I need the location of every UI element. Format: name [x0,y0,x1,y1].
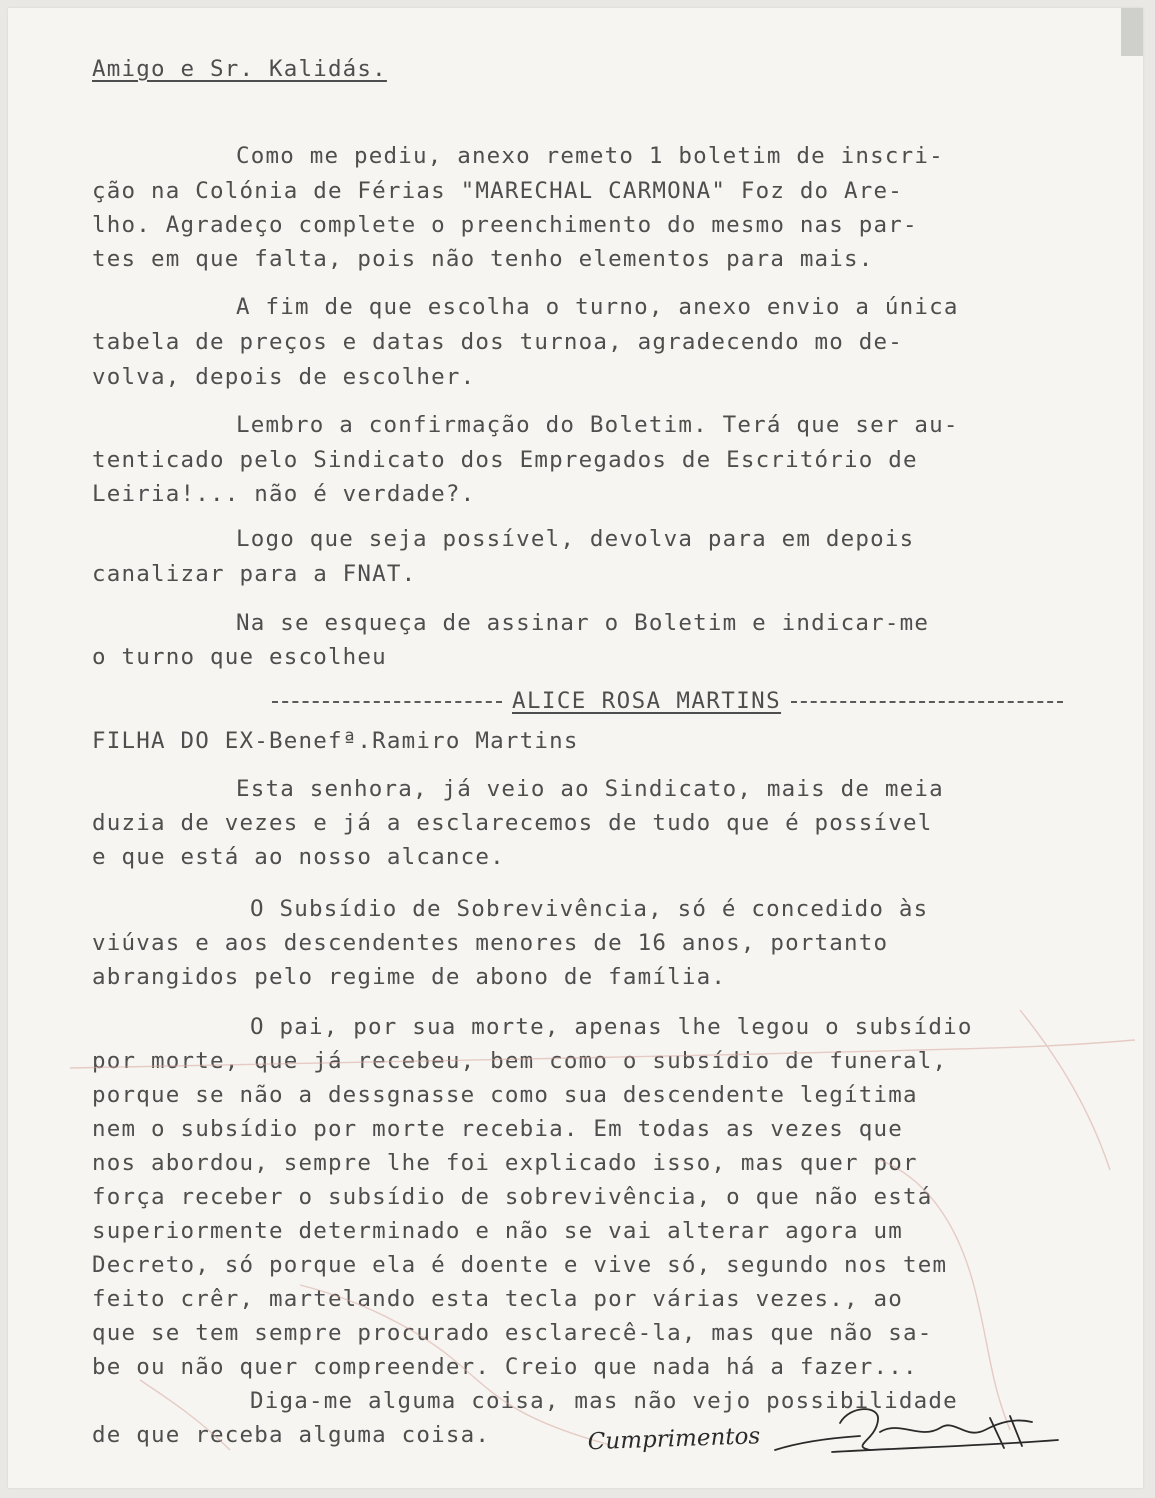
section-paragraph-3-line-11: be ou não quer compreender. Creio que nada há a fazer... [92,1354,918,1380]
salutation: Amigo e Sr. Kalidás. [92,56,387,82]
section-heading-row [272,690,1132,716]
section-paragraph-2-line-1: O Subsídio de Sobrevivência, só é concedido às [250,896,929,922]
paragraph-2-line-1: A fim de que escolha o turno, anexo envio a única [236,294,959,320]
section-paragraph-3-line-10: que se tem sempre procurado esclarecê-la, mas que não sa- [92,1320,933,1346]
paragraph-1-line-4: tes em que falta, pois não tenho elementos para mais. [92,246,874,272]
section-paragraph-2-line-3: abrangidos pelo regime de abono de família. [92,964,727,990]
section-heading: ALICE ROSA MARTINS [512,688,782,715]
section-paragraph-3-line-6: força receber o subsídio de sobrevivência, o que não está [92,1184,933,1210]
paragraph-2-line-3: volva, depois de escolher. [92,364,476,390]
section-paragraph-3-line-7: superiormente determinado e não se vai alterar agora um [92,1218,904,1244]
section-paragraph-3-line-8: Decreto, só porque ela é doente e vive só, segundo nos tem [92,1252,948,1278]
paragraph-2-line-2: tabela de preços e datas dos turnoa, agradecendo mo de- [92,329,904,355]
section-paragraph-1-line-3: e que está ao nosso alcance. [92,844,505,870]
paragraph-3-line-1: Lembro a confirmação do Boletim. Terá que ser au- [236,412,959,438]
section-paragraph-2-line-2: viúvas e aos descendentes menores de 16 anos, portanto [92,930,889,956]
section-paragraph-1-line-1: Esta senhora, já veio ao Sindicato, mais de meia [236,776,944,802]
section-paragraph-3-line-2: por morte, que já recebeu, bem como o subsídio de funeral, [92,1048,948,1074]
paragraph-1-line-2: ção na Colónia de Férias "MARECHAL CARMONA" Foz do Are- [92,178,904,204]
section-paragraph-3-line-5: nos abordou, sempre lhe foi explicado isso, mas quer por [92,1150,918,1176]
section-subheading: FILHA DO EX-Benefª.Ramiro Martins [92,728,579,754]
section-paragraph-3-line-3: porque se não a dessgnasse como sua descendente legítima [92,1082,918,1108]
paragraph-4-line-2: canalizar para a FNAT. [92,561,417,587]
section-paragraph-3-line-9: feito crêr, martelando esta tecla por várias vezes., ao [92,1286,904,1312]
paragraph-4-line-1: Logo que seja possível, devolva para em depois [236,526,915,552]
heading-dash-left [272,701,502,703]
paragraph-1-line-3: lho. Agradeço complete o preenchimento do mesmo nas par- [92,212,918,238]
section-paragraph-3-line-1: O pai, por sua morte, apenas lhe legou o subsídio [250,1014,973,1040]
heading-dash-right [791,701,1063,703]
section-paragraph-1-line-2: duzia de vezes e já a esclarecemos de tudo que é possível [92,810,933,836]
section-paragraph-4-line-1: Diga-me alguma coisa, mas não vejo possibilidade [250,1388,958,1414]
paragraph-3-line-3: Leiria!... não é verdade?. [92,481,476,507]
signature-cumprimentos: Cumprimentos [587,1423,761,1456]
section-paragraph-3-line-4: nem o subsídio por morte recebia. Em todas as vezes que [92,1116,904,1142]
paragraph-5-line-2: o turno que escolheu [92,644,387,670]
paragraph-5-line-1: Na se esqueça de assinar o Boletim e indicar-me [236,610,930,636]
paragraph-3-line-2: tenticado pelo Sindicato dos Empregados de Escritório de [92,447,918,473]
paragraph-1-line-1: Como me pediu, anexo remeto 1 boletim de inscri- [236,143,944,169]
section-paragraph-4-line-2: de que receba alguma coisa. [92,1422,491,1448]
